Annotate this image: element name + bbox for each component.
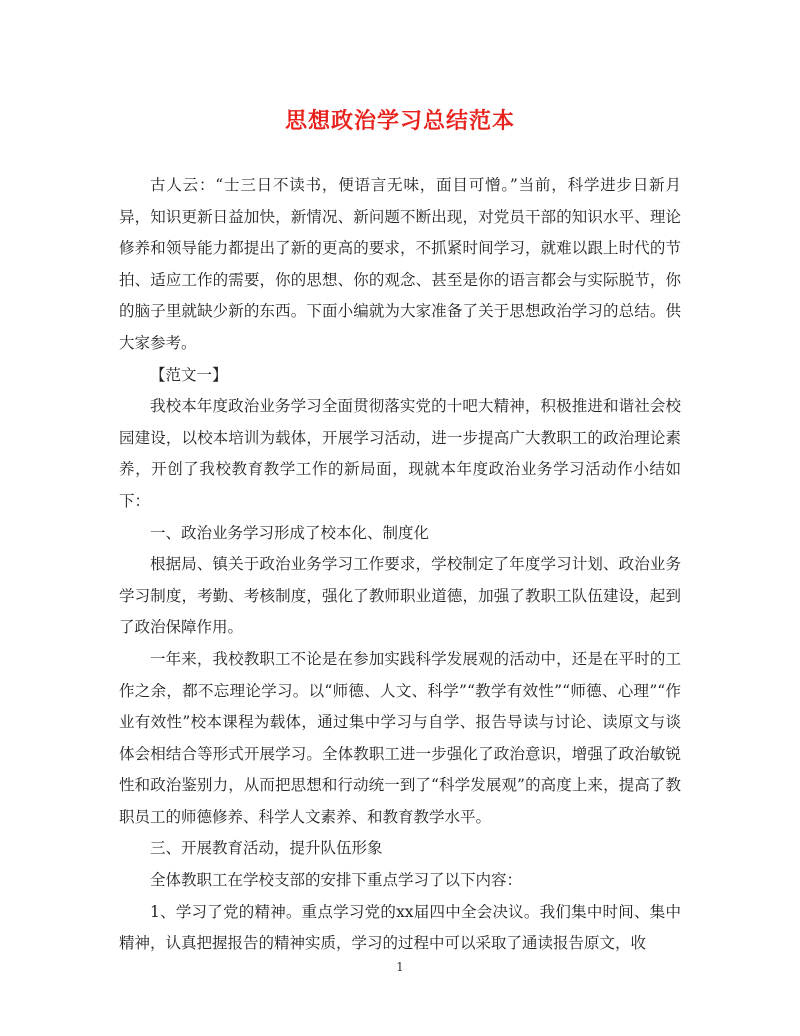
paragraph: 全体教职工在学校支部的安排下重点学习了以下内容： [150,871,523,890]
section-heading: 三、开展教育活动，提升队伍形象 [150,839,383,858]
page-number: 1 [396,960,404,974]
paragraph: 我校本年度政治业务学习全面贯彻落实党的十吧大精神，积极推进和谐社会校园建设，以校本培训为载体，开展学习活动，进一步提高广大教职工的政治理论素养，开创了我校教育教学工作的新局面，现就本年度政治业务学习活动作小结如下： [119,397,681,510]
paragraph-sample-heading: 【范文一】 [150,365,228,384]
document-title: 思想政治学习总结范本 [284,108,515,134]
paragraph: 根据局、镇关于政治业务学习工作要求，学校制定了年度学习计划、政治业务学习制度，考勤、考核制度，强化了教师职业道德，加强了教职工队伍建设，起到了政治保障作用。 [119,555,681,637]
paragraph: 1、学习了党的精神。重点学习党的xx届四中全会决议。我们集中时间、集中精神，认真把握报告的精神实质，学习的过程中可以采取了通读报告原文，收 [119,902,681,953]
paragraph-intro: 古人云：“士三日不读书，便语言无味，面目可憎。”当前，科学进步日新月异，知识更新日益加快，新情况、新问题不断出现，对党员干部的知识水平、理论修养和领导能力都提出了新的更高的要求，不抓紧时间学习，就难以跟上时代的节拍、适应工作的需要，你的思想、你的观念、甚至是你的语言都会与实际脱节，你的脑子里就缺少新的东西。下面小编就为大家准备了关于思想政治学习的总结。供大家参考。 [119,176,681,352]
document-body [119,170,681,960]
paragraph: 一年来，我校教职工不论是在参加实践科学发展观的活动中，还是在平时的工作之余，都不忘理论学习。以“师德、人文、科学”“教学有效性”“师德、心理”“作业有效性”校本课程为载体，通过集中学习与自学、报告导读与讨论、读原文与谈体会相结合等形式开展学习。全体教职工进一步强化了政治意识，增强了政治敏锐性和政治鉴别力，从而把思想和行动统一到了“科学发展观”的高度上来，提高了教职员工的师德修养、科学人文素养、和教育教学水平。 [119,649,681,826]
section-heading: 一、政治业务学习形成了校本化、制度化 [150,523,430,542]
